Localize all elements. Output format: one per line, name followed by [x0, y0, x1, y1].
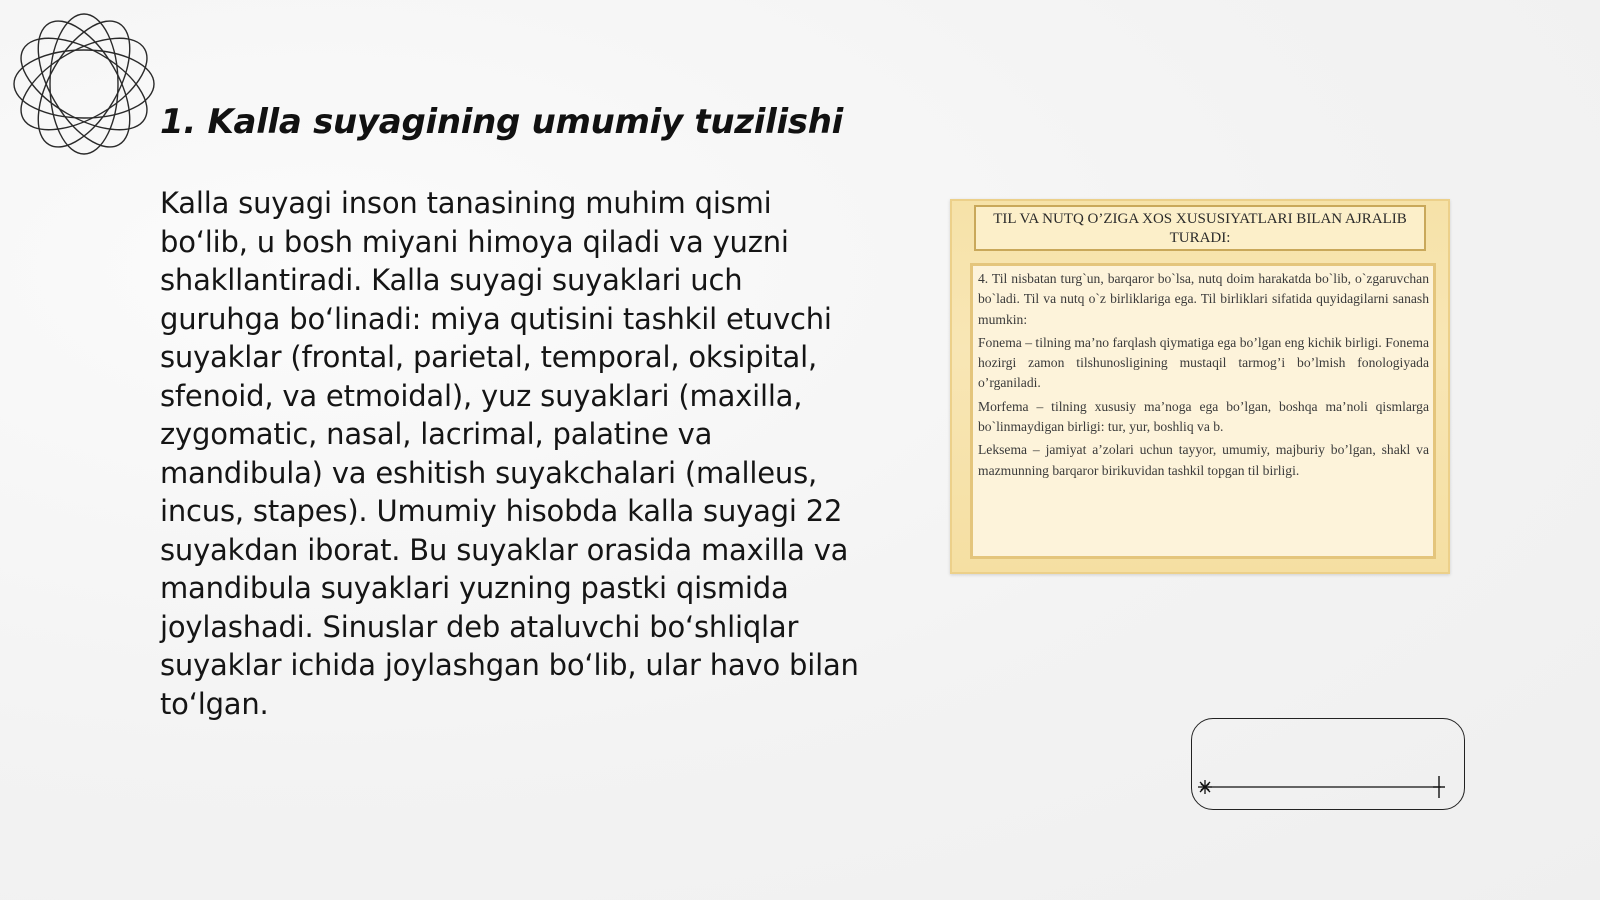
- starburst-line-icon: [1197, 760, 1459, 812]
- book-excerpt-image: [950, 199, 1450, 574]
- excerpt-paragraph: Morfema – tilning xususiy ma’noga ega bo’lgan, boshqa ma’noli qismlarga bo`linmaydigan birligi: tur, yur, boshliq va b.: [978, 398, 1429, 435]
- excerpt-paragraph: 4. Til nisbatan turg`un, barqaror bo`lsa, nutq doim harakatda bo`lib, o`zgaruvchan bo`ladi. Til va nutq o`z birliklariga ega. Til birliklari sifatida quyidagilarni sanash mumkin:: [978, 271, 1429, 327]
- excerpt-paragraph: Leksema – jamiyat a’zolari uchun tayyor, umumiy, majburiy bo’lgan, shakl va mazmunning barqaror birikuvidan tashkil topgan til birligi.: [978, 442, 1429, 478]
- excerpt-paragraph: Fonema – tilning ma’no farqlash qiymatiga ega bo’lgan eng kichik birligi. Fonema hozirgi zamon tilshunosligining mustaqil tarmog’i bo’lmish fonologiyada o’rganiladi.: [978, 334, 1429, 391]
- slide-title: 1. Kalla suyagining umumiy tuzilishi: [160, 102, 843, 142]
- slide-body-text: Kalla suyagi inson tanasining muhim qismi bo‘lib, u bosh miyani himoya qiladi va yuzni shakllantiradi. Kalla suyagi suyaklari uch guruhga bo‘linadi: miya qutisini tashkil etuvchi suyaklar (frontal, parietal, temporal, oksipital, sfenoid, va etmoidal), yuz suyaklari (maxilla, zygomatic, nasal, lacrimal, palatine va mandibula) va eshitish suyakchalari (malleus, incus, stapes). Umumiy hisobda kalla suyagi 22 suyakdan iborat. Bu suyaklar orasida maxilla va mandibula suyaklari yuzning pastki qismida joylashadi. Sinuslar deb ataluvchi bo‘shliqlar suyaklar ichida joylashgan bo‘lib, ular havo bilan to‘lgan.: [160, 186, 859, 721]
- excerpt-header: TIL VA NUTQ O’ZIGA XOS XUSUSIYATLARI BILAN AJRALIB TURADI:: [974, 205, 1426, 251]
- rosette-ornament-icon: [10, 10, 158, 158]
- excerpt-body: [970, 263, 1436, 559]
